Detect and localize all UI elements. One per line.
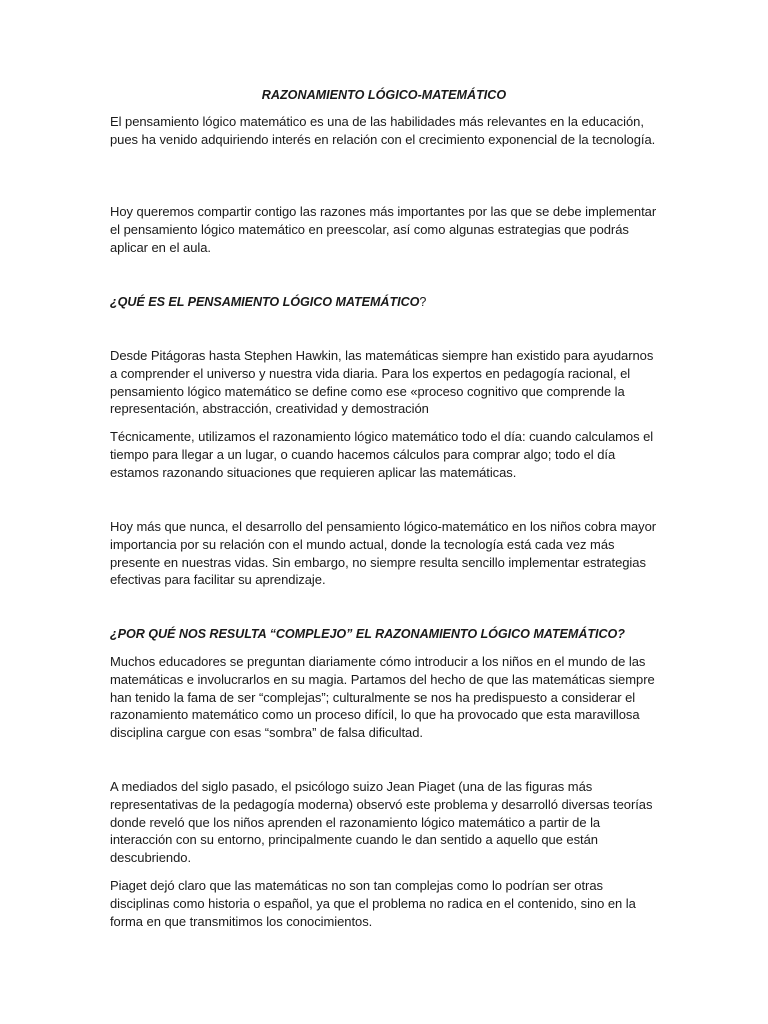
section-heading-what-is-question-mark: ? <box>419 295 427 309</box>
paragraph-definition: Desde Pitágoras hasta Stephen Hawkin, las matemáticas siempre han existido para ayudarnos a comprender el universo y nuestra vida diaria. Para los expertos en pedagogía racional, el pensamiento lógico matemático se define como ese «proceso cognitivo que comprende la representación, abstracción, creatividad y demostración <box>110 348 654 417</box>
section-heading-why-complex: ¿POR QUÉ NOS RESULTA “COMPLEJO” EL RAZONAMIENTO LÓGICO MATEMÁTICO? <box>110 627 625 641</box>
document-title: RAZONAMIENTO LÓGICO-MATEMÁTICO <box>261 88 507 102</box>
paragraph-intro: El pensamiento lógico matemático es una de las habilidades más relevantes en la educación, pues ha venido adquiriendo interés en relación con el crecimiento exponencial de la tecnología. <box>110 114 656 147</box>
paragraph-importance: Hoy más que nunca, el desarrollo del pensamiento lógico-matemático en los niños cobra mayor importancia por su relación con el mundo actual, donde la tecnología está cada vez más presente en nuestras vidas. Sin embargo, no siempre resulta sencillo implementar estrategias efectivas para facilitar su aprendizaje. <box>110 519 657 588</box>
paragraph-conclusion: Piaget dejó claro que las matemáticas no son tan complejas como lo podrían ser otras disciplinas como historia o español, ya que el problema no radica en el contenido, sino en la forma en que transmitimos los conocimientos. <box>110 878 636 929</box>
paragraph-piaget: A mediados del siglo pasado, el psicólogo suizo Jean Piaget (una de las figuras más representativas de la pedagogía moderna) observó este problema y desarrolló diversas teorías donde reveló que los niños aprenden el razonamiento lógico matemático a partir de la interacción con su entorno, principalmente cuando le dan sentido a aquello que están descubriendo. <box>110 779 653 866</box>
paragraph-daily-use: Técnicamente, utilizamos el razonamiento lógico matemático todo el día: cuando calculamos el tiempo para llegar a un lugar, o cuando hacemos cálculos para comprar algo; todo el día estamos razonando situaciones que requieren aplicar las matemáticas. <box>110 429 654 480</box>
paragraph-educators: Muchos educadores se preguntan diariamente cómo introducir a los niños en el mundo de las matemáticas e involucrarlos en su magia. Partamos del hecho de que las matemáticas siempre han tenido la fama de ser “complejas”; culturalmente se nos ha predispuesto a considerar el razonamiento matemático como un proceso difícil, lo que ha provocado que esta maravillosa disciplina cargue con esas “sombra” de falsa dificultad. <box>110 654 655 741</box>
section-heading-what-is <box>110 294 658 312</box>
section-heading-what-is-text: ¿QUÉ ES EL PENSAMIENTO LÓGICO MATEMÁTICO <box>110 295 420 309</box>
paragraph-purpose: Hoy queremos compartir contigo las razones más importantes por las que se debe implementar el pensamiento lógico matemático en preescolar, así como algunas estrategias que podrás aplicar en el aula. <box>110 204 657 255</box>
